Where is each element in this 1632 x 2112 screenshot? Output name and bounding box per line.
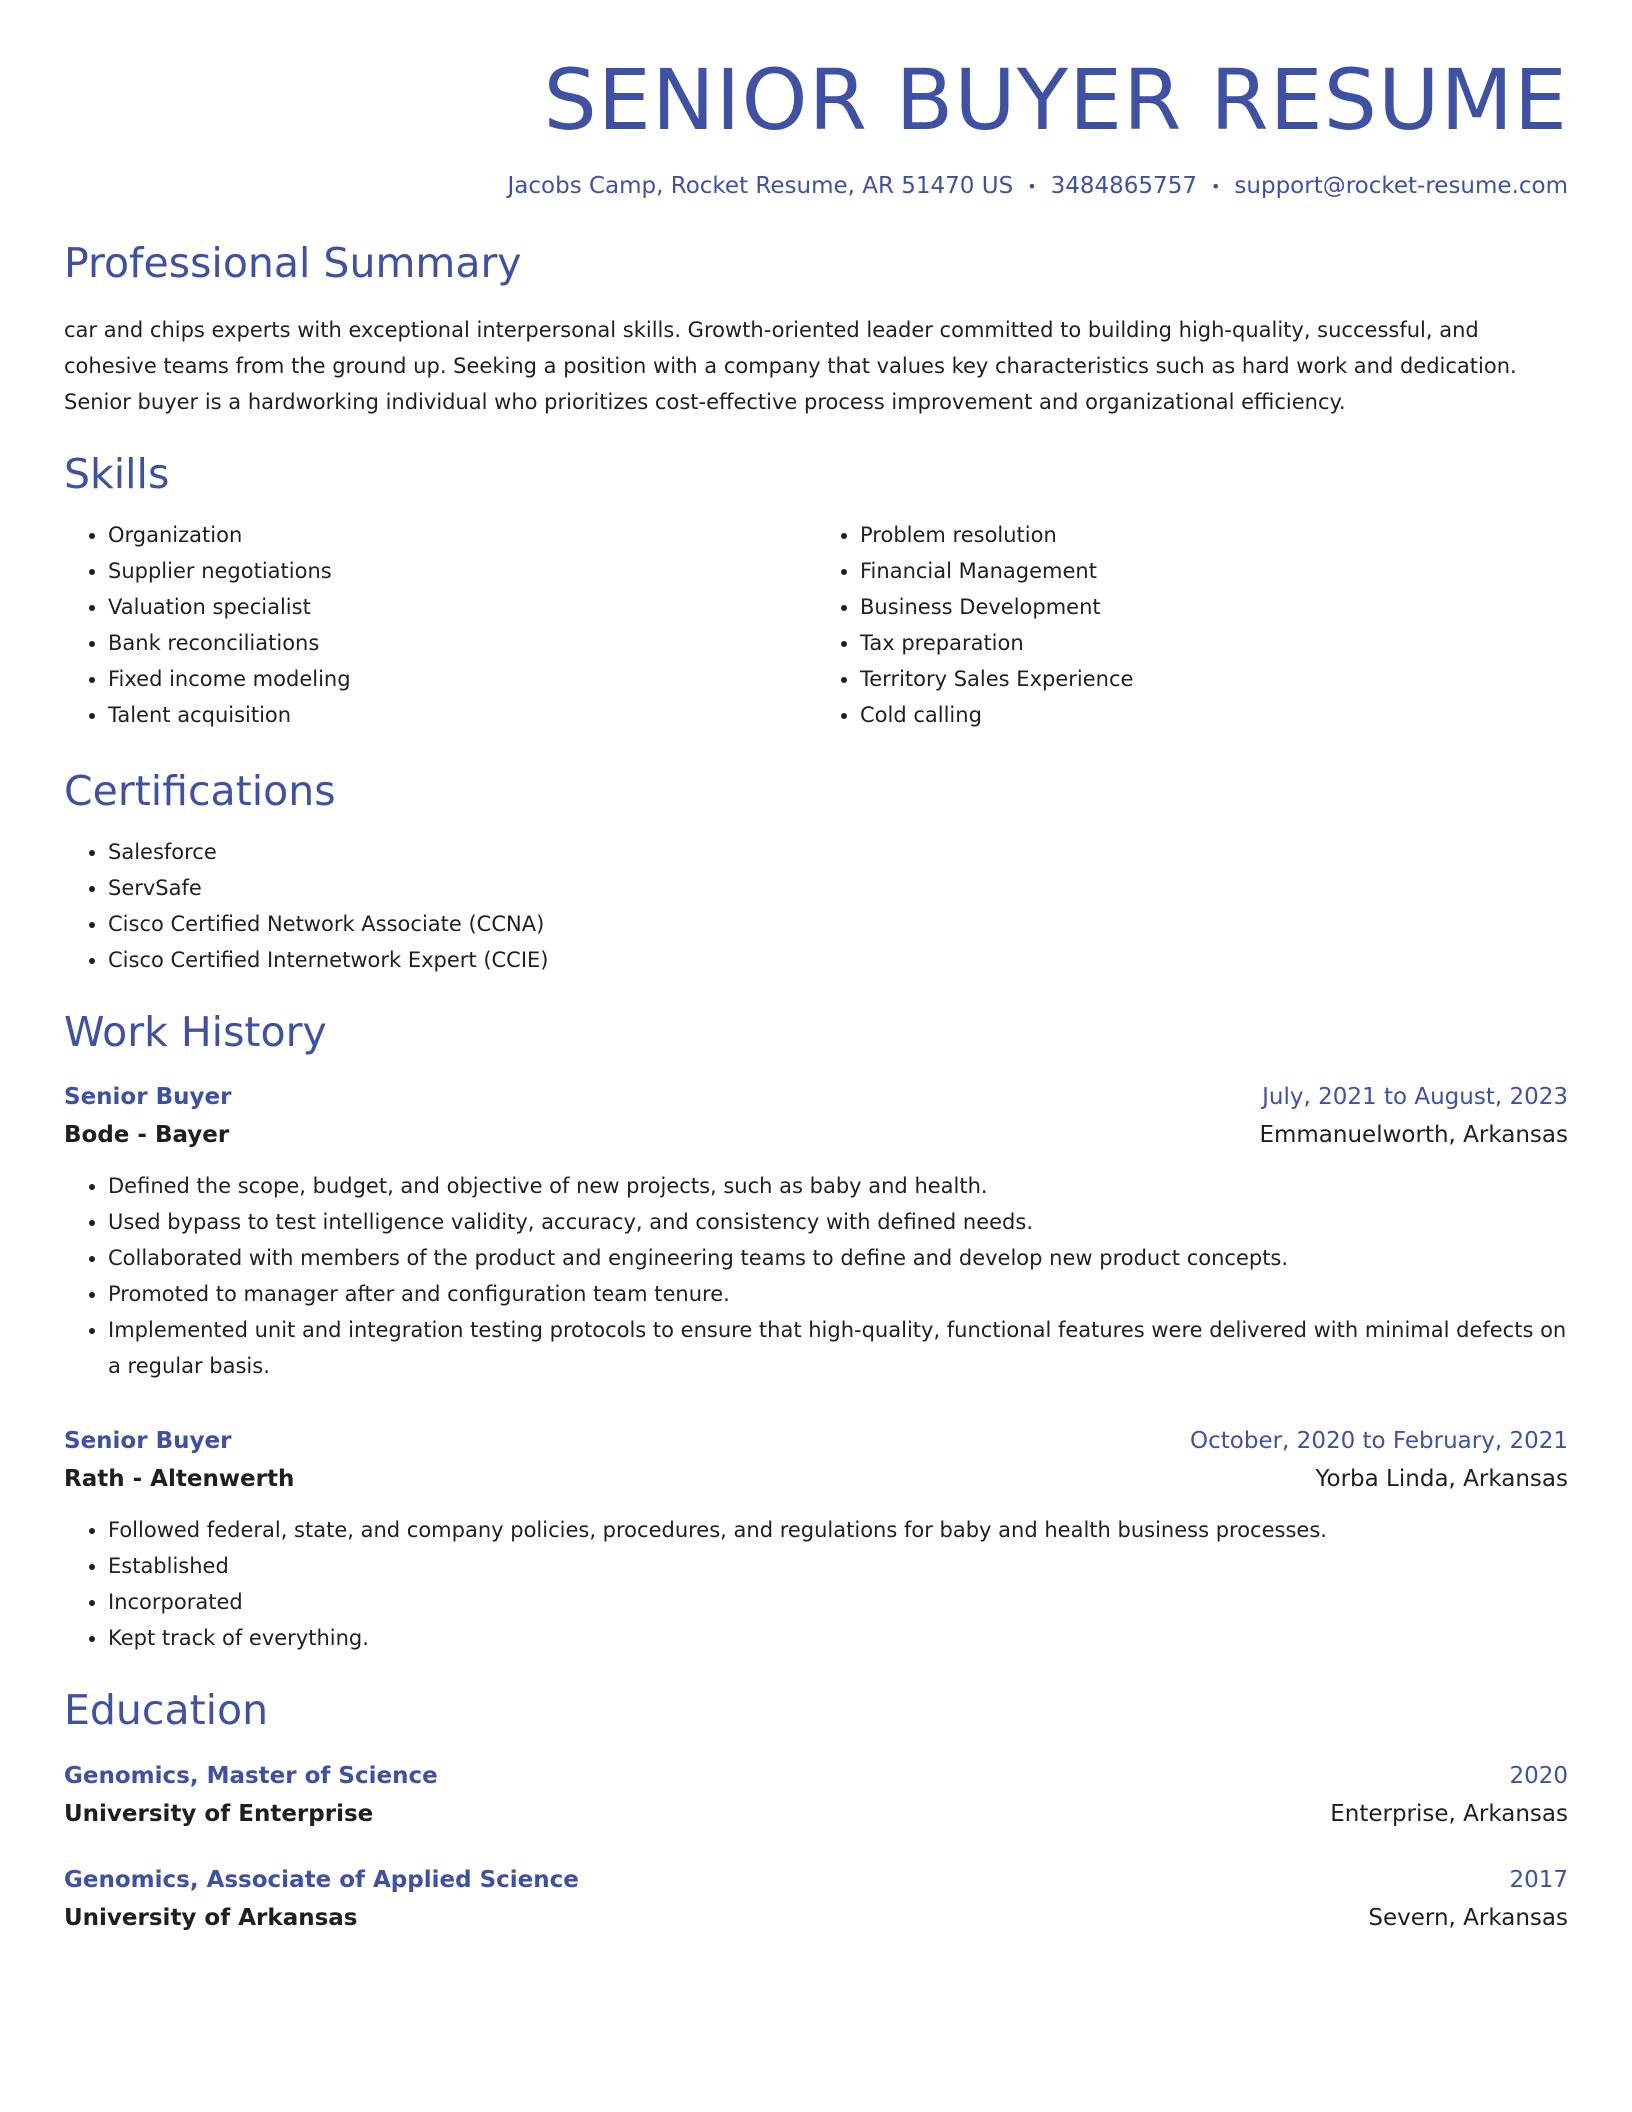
education-school: University of Arkansas [64,1904,358,1931]
education-year: 2017 [1509,1866,1568,1893]
job-location: Emmanuelworth, Arkansas [1259,1121,1568,1148]
job-title: Senior Buyer [64,1083,232,1110]
summary-section [64,239,1568,420]
list-item: • Used bypass to test intelligence validity, accuracy, and consistency with defined needs. [108,1204,1568,1240]
list-item: • Defined the scope, budget, and objective of new projects, such as baby and health. [108,1168,1568,1204]
job-dates: October, 2020 to February, 2021 [1190,1427,1568,1454]
job-company: Bode - Bayer [64,1121,230,1148]
list-item: • Territory Sales Experience [860,661,1568,697]
job-entry [64,1422,1568,1656]
list-item: • Organization [108,517,816,553]
summary-text: car and chips experts with exceptional interpersonal skills. Growth-oriented leader committed to building high-quality, successful, and cohesive teams from the ground up. Seeking a position with a company that values key characteristics such as hard work and dedication. Senior buyer is a hardworking individual who prioritizes cost-effective process improvement and organizational efficiency. [64,317,1517,414]
contact-line [64,173,1568,199]
list-item: • Valuation specialist [108,589,816,625]
list-item: • ServSafe [108,870,1568,906]
list-item: • Bank reconciliations [108,625,816,661]
education-degree: Genomics, Master of Science [64,1762,438,1789]
list-item: • Kept track of everything. [108,1620,1568,1656]
education-degree: Genomics, Associate of Applied Science [64,1866,579,1893]
education-degree-row [64,1861,1568,1899]
list-item: • Cisco Certified Internetwork Expert (CCIE) [108,942,1568,978]
skills-column-right [816,517,1568,733]
job-title-row [64,1422,1568,1460]
list-item: • Promoted to manager after and configuration team tenure. [108,1276,1568,1312]
job-bullets [64,1512,1568,1656]
job-company-row [64,1116,1568,1154]
list-item: • Tax preparation [860,625,1568,661]
list-item: • Incorporated [108,1584,1568,1620]
job-bullets [64,1168,1568,1384]
list-item: • Cold calling [860,697,1568,733]
work-history-heading: Work History [64,1008,327,1057]
job-company: Rath - Altenwerth [64,1465,295,1492]
education-year: 2020 [1509,1762,1568,1789]
contact-email: support@rocket-resume.com [1234,172,1568,199]
list-item: • Salesforce [108,834,1568,870]
skills-columns [64,517,1568,733]
summary-heading: Professional Summary [64,238,522,287]
skills-column-left [64,517,816,733]
list-item: • Supplier negotiations [108,553,816,589]
education-location: Severn, Arkansas [1368,1904,1568,1931]
list-item: • Financial Management [860,553,1568,589]
education-section [64,1686,1568,1937]
list-item: • Established [108,1548,1568,1584]
skills-list-left [64,517,816,733]
resume-title: SENIOR BUYER RESUME [543,51,1568,149]
job-entry [64,1078,1568,1384]
contact-phone: 3484865757 [1050,172,1197,199]
list-item: • Talent acquisition [108,697,816,733]
list-item: • Problem resolution [860,517,1568,553]
contact-separator: • [1210,176,1221,196]
education-heading: Education [64,1685,269,1734]
education-school-row [64,1899,1568,1937]
job-location: Yorba Linda, Arkansas [1315,1465,1568,1492]
work-history-section [64,1008,1568,1655]
list-item: • Fixed income modeling [108,661,816,697]
skills-section [64,450,1568,733]
education-entry [64,1757,1568,1833]
list-item: • Collaborated with members of the product and engineering teams to define and develop new product concepts. [108,1240,1568,1276]
job-dates: July, 2021 to August, 2023 [1262,1083,1568,1110]
list-item: • Implemented unit and integration testing protocols to ensure that high-quality, functional features were delivered with minimal defects on a regular basis. [108,1312,1568,1384]
contact-separator: • [1027,176,1037,196]
list-item: • Followed federal, state, and company policies, procedures, and regulations for baby and health business processes. [108,1512,1568,1548]
skills-list-right [816,517,1568,733]
certifications-section [64,767,1568,978]
job-title: Senior Buyer [64,1427,232,1454]
job-company-row [64,1460,1568,1498]
contact-address: Jacobs Camp, Rocket Resume, AR 51470 US [507,172,1014,199]
certifications-heading: Certifications [64,767,336,816]
education-entry [64,1861,1568,1937]
list-item: • Business Development [860,589,1568,625]
list-item: • Cisco Certified Network Associate (CCNA) [108,906,1568,942]
education-school: University of Enterprise [64,1800,374,1827]
job-title-row [64,1078,1568,1116]
education-school-row [64,1795,1568,1833]
certifications-list [64,834,1568,978]
education-degree-row [64,1757,1568,1795]
education-location: Enterprise, Arkansas [1330,1800,1568,1827]
skills-heading: Skills [64,449,170,498]
